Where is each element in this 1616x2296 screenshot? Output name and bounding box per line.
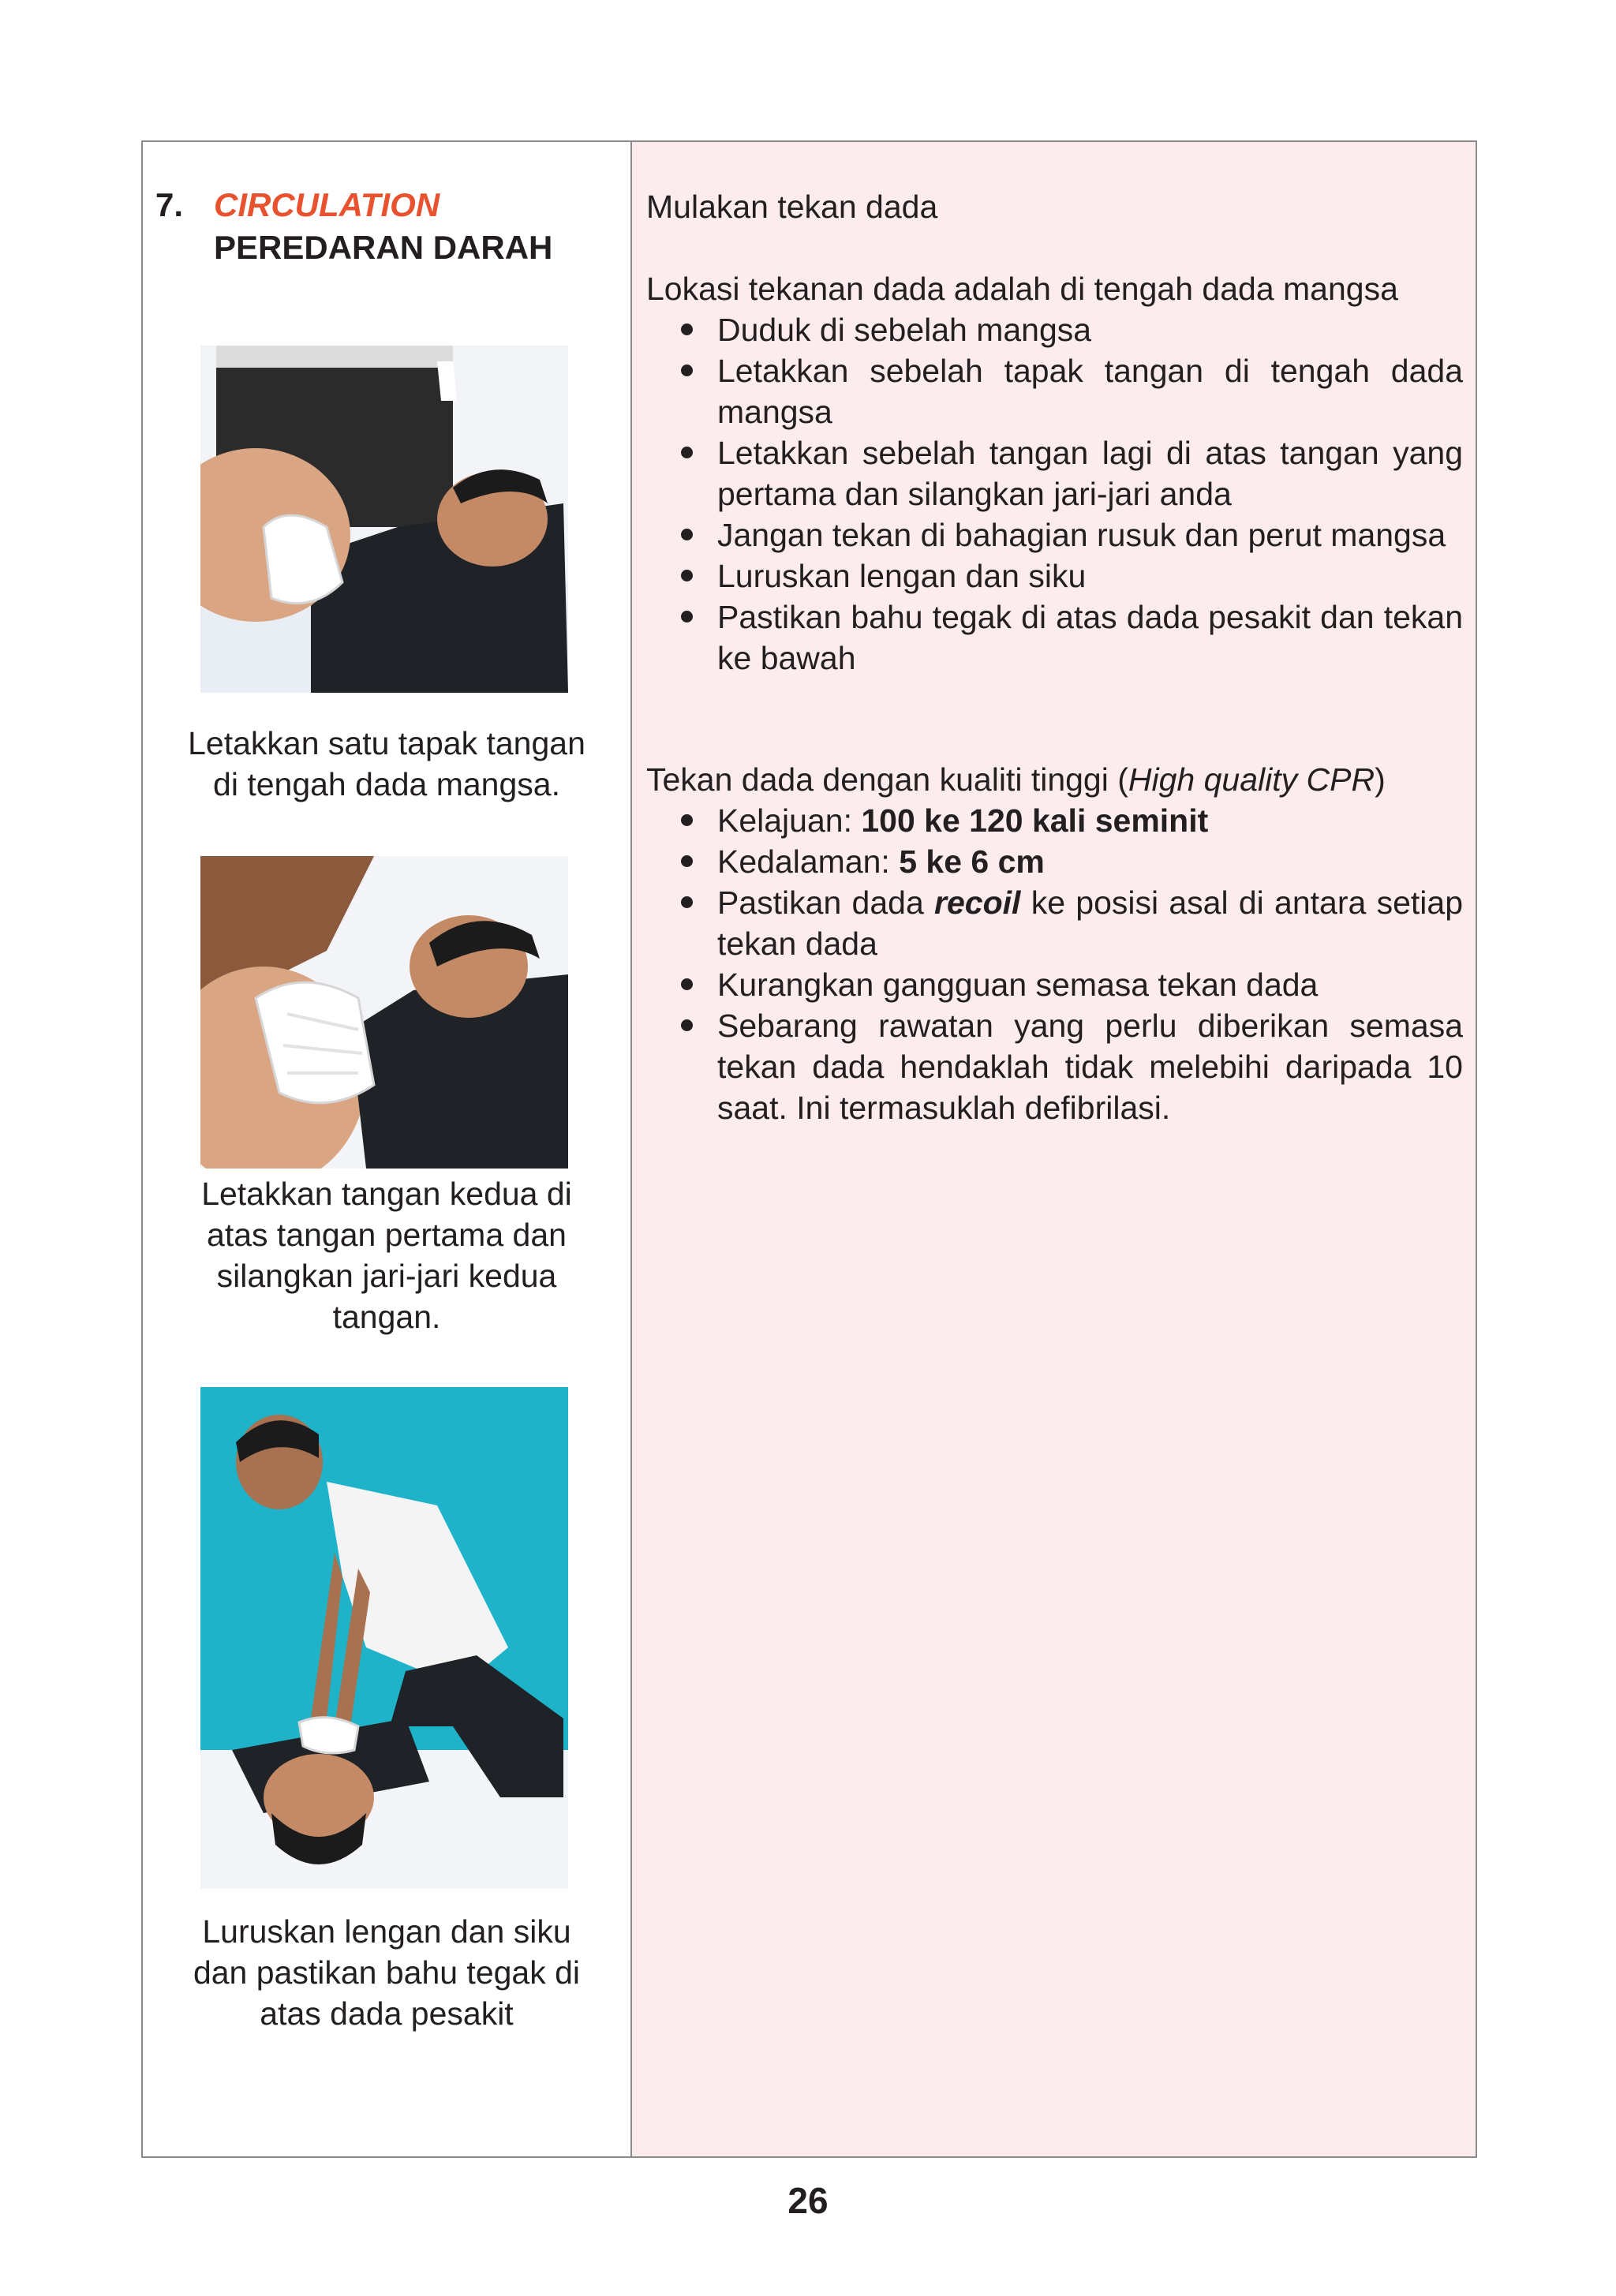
list-item: Jangan tekan di bahagian rusuk dan perut mangsa [646, 514, 1463, 555]
section-title-english: CIRCULATION [214, 186, 440, 223]
list-item: Kelajuan: 100 ke 120 kali seminit [646, 800, 1463, 841]
right-column [632, 142, 1476, 2156]
quality-list [646, 800, 1463, 1128]
photo-straight-arms-posture [200, 1387, 568, 1889]
photo-hand-placement [200, 346, 568, 693]
list-item: Kurangkan gangguan semasa tekan dada [646, 964, 1463, 1005]
list-item: Letakkan sebelah tangan lagi di atas tangan yang pertama dan silangkan jari-jari anda [646, 432, 1463, 514]
list-item: Luruskan lengan dan siku [646, 555, 1463, 596]
section-title-malay: PEREDARAN DARAH [214, 229, 553, 266]
list-item: Duduk di sebelah mangsa [646, 309, 1463, 350]
quality-heading: Tekan dada dengan kualiti tinggi (High quality CPR) [646, 761, 1386, 798]
section-number: 7. [155, 186, 184, 223]
photo-caption-3: Luruskan lengan dan siku dan pastikan bahu tegak di atas dada pesakit [193, 1913, 581, 2032]
left-column [143, 142, 632, 2156]
list-item: Kedalaman: 5 ke 6 cm [646, 841, 1463, 882]
location-heading: Lokasi tekanan dada adalah di tengah dada mangsa [646, 271, 1398, 307]
content-table [141, 140, 1477, 2158]
photo-caption-2: Letakkan tangan kedua di atas tangan pertama dan silangkan jari-jari kedua tangan. [201, 1176, 572, 1335]
list-item: Pastikan dada recoil ke posisi asal di antara setiap tekan dada [646, 882, 1463, 964]
photo-caption-1: Letakkan satu tapak tangan di tengah dada mangsa. [188, 725, 585, 802]
list-item: Letakkan sebelah tapak tangan di tengah dada mangsa [646, 350, 1463, 432]
list-item: Sebarang rawatan yang perlu diberikan semasa tekan dada hendaklah tidak melebihi daripada 10 saat. Ini termasuklah defibrilasi. [646, 1005, 1463, 1128]
list-item: Pastikan bahu tegak di atas dada pesakit dan tekan ke bawah [646, 596, 1463, 679]
location-list [646, 309, 1463, 679]
photo-interlocked-hands [200, 856, 568, 1169]
page-number: 26 [787, 2180, 829, 2221]
intro-text: Mulakan tekan dada [646, 189, 938, 225]
